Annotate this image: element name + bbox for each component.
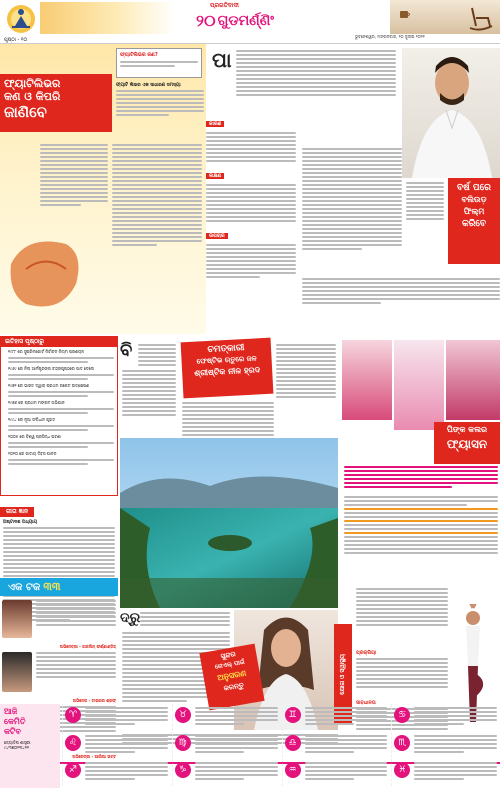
beauty-headline — [199, 644, 264, 711]
headline-line-3: ଜାଣିବେ — [4, 103, 47, 121]
zodiac-cell — [282, 759, 391, 786]
bollywood-text-bottom — [302, 278, 500, 304]
person-caption: ଅଭିନେତ୍ରୀ - ଆଲିଆ ଭଟ୍ଟ — [72, 754, 116, 759]
zodiac-cell — [391, 732, 500, 759]
fashion-photo-3 — [446, 340, 500, 420]
headline-line-1: ଫ୍ୟାଟିଲିଭର — [4, 77, 61, 90]
zodiac-sign-icon: ♒ — [285, 762, 301, 778]
intro-heading: ଫ୍ୟାଟି ଲିଭର ଏକ ସାଧାରଣ ସମସ୍ୟା — [116, 83, 181, 88]
fashion-photo-2 — [394, 340, 444, 430]
ek-tak-number: ୩୩ — [43, 580, 61, 593]
liver-organ-icon — [6, 224, 86, 324]
horoscope-phone: ୯୪୩୭୦୨୩୪୧୧ — [4, 745, 29, 750]
rocking-chair-icon — [466, 4, 494, 32]
person-caption: ଅଭିନେତ୍ରୀ - ଜାକଲିନ୍ ଫର୍ଣ୍ଣାଣ୍ଡିଜ୍ — [59, 644, 116, 649]
beauty-drop-cap: ଦ୍ରୁ — [120, 610, 141, 626]
bollywood-headline — [448, 178, 500, 264]
headline-line-2: କଣ ଓ କିପରି — [4, 90, 61, 103]
symptoms-heading: ଲକ୍ଷଣ — [206, 173, 224, 179]
zodiac-sign-icon: ♌ — [65, 735, 81, 751]
zodiac-cell — [62, 759, 171, 786]
yoga-title-text: ଯୋଗ ଓ ସ୍ୱାସ୍ଥ୍ୟ — [339, 653, 346, 695]
history-title: ଇତିହାସ ପୃଷ୍ଠାରୁ — [1, 337, 117, 347]
person-photo — [2, 600, 32, 638]
bollywood-section — [212, 48, 500, 338]
history-item: ୧୯୬୯ ରେ ନିଲ୍ ଆର୍ମଷ୍ଟ୍ରଙ୍ଗ ଚନ୍ଦ୍ରପୃଷ୍ଠରେ ପାଦ ଦେଲେ — [8, 366, 95, 371]
gita-subtitle: ଅଷ୍ଟାଦଶ ଅଧ୍ୟାୟ — [3, 520, 38, 525]
ek-tak-title: ଏକ ଟକ — [8, 581, 41, 593]
travel-drop-cap: ବି — [120, 340, 133, 361]
zodiac-sign-icon: ♑ — [175, 762, 191, 778]
travel-headline-2: ଫେଷ୍ଟିଭ ଋତୁରେ ଜଳ — [196, 354, 257, 366]
bollywood-intro-text — [236, 50, 396, 96]
zodiac-cell — [62, 732, 171, 759]
beauty-headline-2: ନୋଏଲ୍ ପାଇଁ — [214, 658, 246, 671]
liver-body-text — [112, 144, 202, 246]
person-caption: ଅଭିନେତା - ଟାଇଗର ଶ୍ରଫ୍ — [72, 698, 116, 703]
lake-photo — [120, 438, 338, 608]
fashion-headline-1: ପିଙ୍କ କଲର — [446, 425, 488, 434]
liver-body-text-left — [40, 144, 108, 206]
quote-question: ଫ୍ୟାଟିଲିଭର କଣ? — [120, 52, 158, 58]
zodiac-cell — [172, 759, 281, 786]
history-item: ୨୦୦୫ ରେ ବିଶ୍ୱ ପ୍ରସିଦ୍ଧ ଘଟଣା — [8, 434, 62, 439]
zodiac-cell — [391, 759, 500, 786]
zodiac-cell — [391, 704, 500, 731]
person-photo — [2, 652, 32, 692]
zodiac-sign-icon: ♎ — [285, 735, 301, 751]
logo — [196, 10, 306, 32]
zodiac-sign-icon: ♉ — [175, 707, 191, 723]
zodiac-sign-icon: ♈ — [65, 707, 81, 723]
bollywood-columns — [302, 148, 402, 250]
top-brand: ପ୍ରଗତିବାଦୀ — [210, 2, 239, 9]
travel-headline-1: ଚମତ୍କାରୀ — [207, 343, 245, 355]
ek-tak-person — [0, 598, 118, 650]
zodiac-sign-icon: ♍ — [175, 735, 191, 751]
ek-tak-person — [0, 650, 118, 704]
beauty-headline-4: କରନ୍ତୁ — [223, 681, 245, 693]
horoscope-title-box — [0, 704, 60, 788]
history-section — [0, 336, 118, 496]
bollywood-headline-3: କରିବେ — [461, 219, 487, 229]
history-list — [1, 347, 117, 470]
fashion-photo-1 — [342, 340, 392, 420]
zodiac-cell — [282, 732, 391, 759]
fashion-tips-box — [344, 496, 498, 596]
bollywood-headline-2: ବଲିଉଡ଼ ଫିଲ୍ମ — [461, 195, 487, 216]
horoscope-title-3: କଟିବ — [4, 727, 21, 736]
fashion-headline-2: ଫ୍ୟାସନ — [446, 437, 488, 451]
logo-number: ୨୦ — [196, 11, 216, 30]
horoscope-author: ଜ୍ୟୋତିଷ ଶାସ୍ତ୍ରୀ — [4, 740, 31, 745]
drop-cap: ପା — [212, 48, 232, 72]
meditation-sun-icon — [4, 2, 38, 36]
beauty-headline-1: ସୁନ୍ଦର — [220, 650, 237, 661]
gita-title: ଗୀତା ଜ୍ଞାନ — [0, 507, 34, 517]
fashion-headline — [434, 422, 500, 464]
history-item: ୧୯୮୮ ରେ ସୁପ୍ରିମକୋର୍ଟ ନିର୍ବାଚନ ନିୟମ ପ୍ରଣୟନ — [8, 349, 85, 354]
intro-text — [116, 82, 204, 116]
date-line: ଭୁବନେଶ୍ୱର, ମଙ୍ଗଳବାର, ୨୦ ଜୁଲାଇ ୨୦୨୧ — [355, 34, 425, 39]
header-sunrise-image — [40, 2, 175, 34]
zodiac-grid — [62, 704, 500, 786]
ek-tak-banner — [0, 578, 118, 596]
logo-title: ଗୁଡମର୍ଣ୍ଣିଂ — [217, 13, 274, 29]
zodiac-sign-icon: ♋ — [394, 707, 410, 723]
zodiac-cell — [172, 732, 281, 759]
zodiac-cell — [282, 704, 391, 731]
page-label: ପୃଷ୍ଠା - ୧୦ — [4, 37, 28, 43]
zodiac-sign-icon: ♓ — [394, 762, 410, 778]
history-item: ୧୯୯୪ ରେ ନୂଆ ସଂବିଧାନ ଗୃହୀତ — [8, 417, 56, 422]
zodiac-cell — [62, 704, 171, 731]
travel-headline-3: ଶ୍ରୀଷ୍ଟିକ ନୀଳ ହ୍ରଦ — [194, 365, 261, 378]
quote-bubble — [116, 48, 202, 78]
fatty-liver-section — [0, 44, 206, 334]
history-item: ୧୯୭୨ ରେ ଭାରତ ଦ୍ୱାରା ପ୍ରଥମ ରକେଟ ଉତ୍କ୍ଷେପଣ — [8, 383, 90, 388]
actor-photo — [402, 48, 500, 178]
bollywood-text-right — [406, 182, 444, 220]
zodiac-sign-icon: ♐ — [65, 762, 81, 778]
coffee-cup-icon — [398, 6, 412, 20]
yoga-caution-heading: ସାବଧାନତା — [356, 700, 376, 706]
bollywood-headline-1: ବର୍ଷ ପରେ — [457, 183, 491, 193]
history-item: ୨୦୧୦ ରେ ଜାତୀୟ ଦିବସ ପାଳନ — [8, 451, 57, 456]
horoscope-title-1: ଆଜି — [4, 707, 18, 716]
beauty-headline-3: ଅନୁସରଣ — [216, 668, 247, 683]
yoga-step-heading: ପ୍ରକ୍ରିୟା — [356, 650, 377, 656]
fatty-liver-headline — [0, 74, 112, 132]
zodiac-sign-icon: ♊ — [285, 707, 301, 723]
horoscope-title-2: କେମିତି — [4, 717, 26, 726]
masthead — [0, 0, 500, 44]
causes-heading: କାରଣ — [206, 121, 224, 127]
zodiac-sign-icon: ♏ — [394, 735, 410, 751]
fashion-section — [340, 340, 500, 580]
travel-headline — [181, 338, 274, 399]
treatment-heading: ଉପଚାର — [206, 233, 228, 239]
zodiac-cell — [172, 704, 281, 731]
history-item: ୧୯୭୬ ରେ ପ୍ରଥମ ମଙ୍ଗଳ ଅଭିଯାନ — [8, 400, 65, 405]
